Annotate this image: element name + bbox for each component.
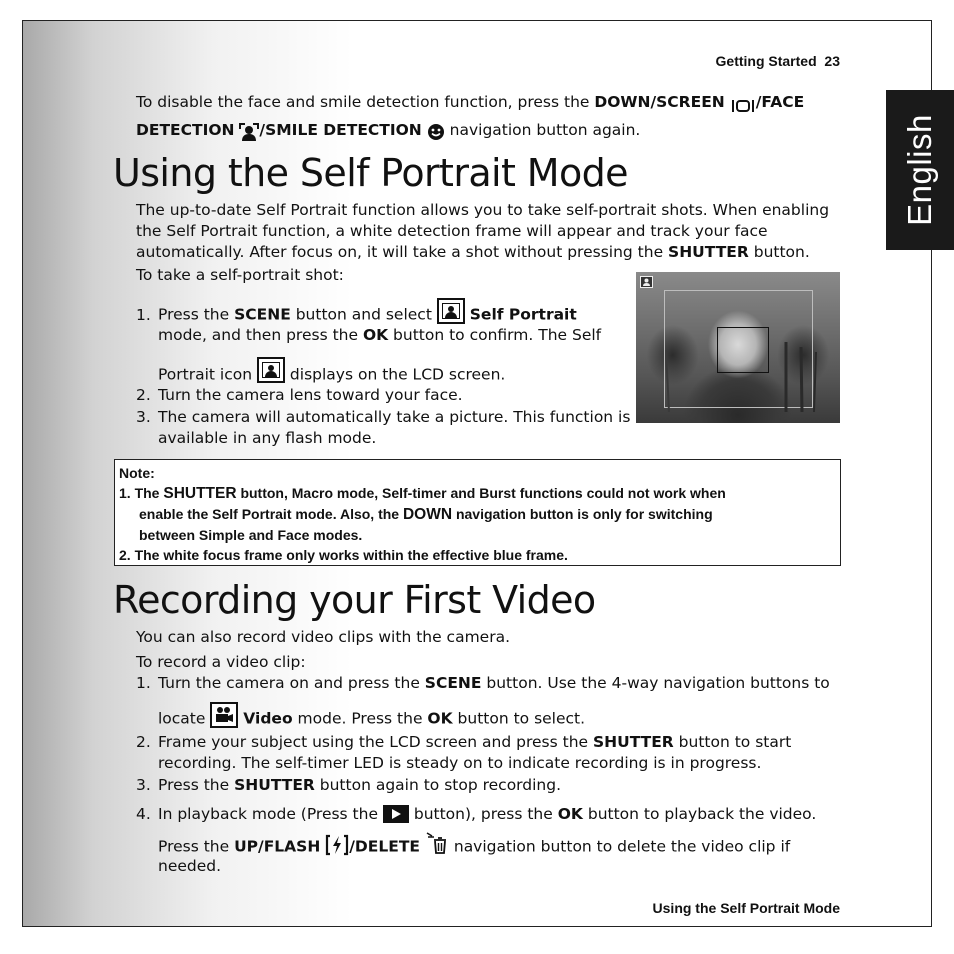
self-portrait-example-photo — [636, 272, 840, 423]
step-number: 4. — [136, 805, 151, 823]
step-text: button. Use the 4-way navigation buttons to — [481, 674, 830, 692]
self-portrait-step-3-line-2: available in any flash mode. — [158, 429, 377, 447]
self-portrait-icon — [257, 357, 285, 383]
ok-label: OK — [362, 326, 389, 344]
face-label: FACE — [761, 93, 805, 111]
self-portrait-step-1-line-2 — [158, 325, 628, 346]
intro-text: To disable the face and smile detection function, press the — [136, 93, 595, 111]
down-screen-label: DOWN/SCREEN — [594, 93, 725, 111]
video-lead: To record a video clip: — [136, 653, 306, 671]
video-step-3 — [136, 775, 561, 796]
step-text: displays on the LCD screen. — [289, 365, 506, 384]
step-text: Press the — [158, 305, 235, 324]
smile-detection-label: /SMILE DETECTION — [259, 121, 422, 139]
note-text: button, Macro mode, Self-timer and Burst functions could not work when — [236, 485, 726, 501]
note-item-1-line-3: between Simple and Face modes. — [139, 527, 363, 543]
face-detection-icon — [239, 122, 259, 140]
detection-label: DETECTION — [136, 121, 235, 139]
down-label: DOWN — [402, 506, 453, 523]
up-flash-label: UP/FLASH — [234, 837, 321, 856]
self-portrait-step-2 — [136, 385, 463, 406]
note-box — [114, 459, 841, 566]
note-heading: Note: — [119, 465, 155, 481]
step-number: 1. — [136, 674, 151, 692]
note-number: 2. — [119, 547, 131, 563]
step-text: button to confirm. The Self — [388, 326, 602, 344]
note-number: 1. — [119, 485, 131, 501]
video-step-4 — [136, 804, 840, 825]
step-text: Frame your subject using the LCD screen and press the — [158, 733, 593, 751]
step-text: button and select — [290, 305, 437, 324]
self-portrait-lead: To take a self-portrait shot: — [136, 266, 344, 284]
self-portrait-icon — [437, 298, 465, 324]
self-portrait-intro — [136, 200, 840, 263]
delete-label: /DELETE — [349, 837, 420, 856]
smile-icon — [427, 122, 445, 140]
step-text: locate — [158, 709, 211, 728]
scene-label: SCENE — [424, 674, 482, 692]
video-step-1-line-2 — [158, 706, 838, 732]
photo-details — [636, 272, 840, 423]
step-text: mode. Press the — [292, 709, 428, 728]
step-number: 2. — [136, 386, 151, 404]
language-tab — [886, 90, 954, 250]
step-text: button to start — [673, 733, 792, 751]
note-text: navigation button is only for switching — [452, 506, 713, 522]
note-text: enable the Self Portrait mode. Also, the — [139, 506, 403, 522]
section-title-video: Recording your First Video — [113, 578, 596, 622]
shutter-label: SHUTTER — [234, 776, 315, 794]
section-name: Getting Started — [715, 53, 817, 69]
self-portrait-text: The up-to-date Self Portrait function allows you to take self-portrait shots. When enabling the Self Portrait function, a white detection frame will appear and track your face automatically. After focus on, it will take a shot without pressing the — [136, 201, 830, 261]
step-text: navigation button to delete the video clip if — [448, 837, 791, 856]
note-item-1 — [119, 483, 836, 504]
ok-label: OK — [557, 805, 583, 823]
step-text: Press the — [158, 837, 235, 856]
step-text: button to playback the video. — [582, 805, 817, 823]
running-header — [716, 53, 840, 69]
step-text: button), press the — [408, 805, 558, 823]
step-text: In playback mode (Press the — [158, 805, 383, 823]
running-footer: Using the Self Portrait Mode — [652, 900, 840, 916]
video-step-2-line-2: recording. The self-timer LED is steady on to indicate recording is in progress. — [158, 754, 762, 772]
step-text: button again to stop recording. — [314, 776, 562, 794]
self-portrait-step-3 — [136, 407, 630, 428]
screen-icon — [730, 95, 756, 111]
step-text: button to select. — [452, 709, 586, 728]
video-step-2 — [136, 732, 840, 753]
page-number: 23 — [824, 53, 840, 69]
note-text: The white focus frame only works within the effective blue frame. — [134, 547, 568, 563]
note-item-2 — [119, 545, 836, 565]
section-title-self-portrait: Using the Self Portrait Mode — [113, 151, 628, 195]
video-mode-icon — [210, 702, 238, 728]
video-step-4-line-3: needed. — [158, 857, 222, 875]
ok-label: OK — [427, 709, 453, 728]
language-tab-label: English — [901, 114, 939, 226]
note-text: The — [134, 485, 164, 501]
intro-paragraph: To disable the face and smile detection function, press the DOWN/SCREEN /FACE DETECTION /SMILE DETECTION navigation button again. — [136, 93, 805, 139]
play-icon — [383, 805, 409, 823]
shutter-label: SHUTTER — [592, 733, 674, 751]
step-number: 3. — [136, 776, 151, 794]
step-number: 3. — [136, 408, 151, 426]
intro-text-end: navigation button again. — [444, 121, 641, 139]
step-text: Turn the camera lens toward your face. — [158, 386, 463, 404]
step-text: Press the — [158, 776, 235, 794]
shutter-label: SHUTTER — [668, 243, 749, 261]
flash-icon — [325, 834, 349, 856]
video-step-1 — [136, 673, 840, 694]
video-intro: You can also record video clips with the camera. — [136, 628, 511, 646]
self-portrait-mode-label: Self Portrait — [469, 305, 577, 324]
video-mode-label: Video — [243, 709, 293, 728]
step-text: The camera will automatically take a picture. This function is — [158, 408, 631, 426]
step-text: mode, and then press the — [158, 326, 363, 344]
step-text: Portrait icon — [158, 365, 257, 384]
step-number: 1. — [136, 305, 151, 324]
self-portrait-text-end: button. — [748, 243, 810, 261]
scene-label: SCENE — [234, 305, 291, 324]
shutter-label: SHUTTER — [163, 485, 237, 502]
step-text: Turn the camera on and press the — [158, 674, 425, 692]
note-item-1-line-2 — [119, 504, 836, 525]
delete-trash-icon — [425, 831, 449, 855]
step-number: 2. — [136, 733, 151, 751]
video-step-4-line-2 — [158, 835, 838, 859]
